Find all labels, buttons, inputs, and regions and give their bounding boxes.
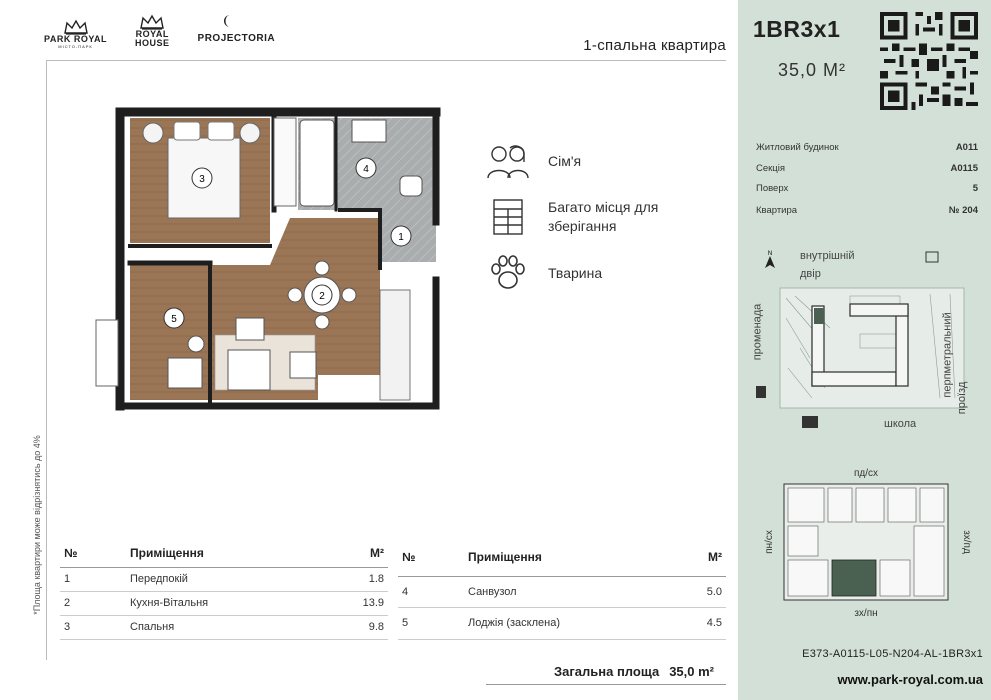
family-icon [486, 140, 530, 182]
svg-text:N: N [767, 251, 773, 257]
frame-left-line [46, 60, 47, 660]
logo-bar [44, 14, 275, 49]
prop-building [756, 142, 978, 153]
svg-text:5: 5 [171, 314, 177, 325]
map-label-courtyard-1: внутрішній [800, 250, 855, 262]
map-label-passage-2: проїзд [956, 381, 969, 415]
chair-2 [315, 315, 329, 329]
total-area-label: Загальна площа [553, 664, 660, 679]
header-num: № [398, 540, 464, 576]
chair-1 [315, 261, 329, 275]
prop-section [756, 163, 978, 174]
total-underline [486, 684, 726, 685]
feature-pet-label: Тварина [548, 264, 603, 281]
feature-family [486, 140, 726, 182]
row-room: Лоджія (засклена) [464, 608, 676, 640]
loggia-table [188, 336, 204, 352]
room-number-4 [356, 158, 376, 178]
tv-stand [236, 318, 264, 340]
rooms-table-right [398, 540, 726, 640]
prop-value: А011 [955, 142, 978, 153]
chair-4 [342, 288, 356, 302]
svg-text:1: 1 [398, 232, 404, 243]
projectoria-text: PROJECTORIA [197, 33, 276, 45]
map-label-courtyard-2: двір [800, 268, 821, 280]
floor-plan [90, 100, 450, 415]
loggia-chair [168, 358, 202, 388]
prop-apartment [756, 205, 978, 216]
table-row [60, 592, 388, 616]
table-row [60, 616, 388, 640]
svg-text:2: 2 [319, 291, 325, 302]
total-area [554, 664, 714, 679]
table-header [398, 540, 726, 576]
map-label-passage-1: перпметральний [941, 312, 954, 398]
map-label-school: школа [884, 418, 917, 430]
window-label-2: ЗХ/ПН [120, 206, 126, 224]
row-room: Передпокій [126, 568, 321, 592]
prop-label: Секція [756, 163, 785, 174]
window-label-3: ЗХ/ПН [120, 286, 126, 304]
projectoria-logo [198, 34, 276, 45]
row-area: 13.9 [321, 592, 388, 616]
kitchen-counter [380, 290, 410, 400]
floor-label-left: пн/сх [764, 530, 775, 554]
row-num: 5 [398, 608, 464, 640]
svg-text:4: 4 [363, 164, 369, 175]
feature-storage-label: Багато місця для зберігання [548, 199, 659, 234]
feature-family-label: Сім'я [548, 152, 582, 169]
armchair [290, 352, 316, 378]
nightstand-left [143, 123, 163, 143]
park-royal-subtext: МІСТО-ПАРК [58, 43, 93, 49]
balcony-rail [96, 320, 118, 386]
total-area-value: 35,0 m² [669, 664, 714, 679]
header-num: № [60, 540, 126, 568]
header-area: М² [321, 540, 388, 568]
rooms-table-section [60, 540, 726, 640]
floor-label-right: зх/пд [961, 530, 972, 554]
chair-3 [288, 288, 302, 302]
table-row [398, 576, 726, 608]
info-panel [738, 0, 991, 700]
feature-pet [486, 252, 726, 294]
bathtub [300, 120, 334, 206]
moon-icon [222, 14, 234, 28]
prop-value: № 204 [948, 205, 978, 216]
park-royal-logo [44, 19, 107, 49]
apartment-area: 35,0 M² [778, 60, 847, 80]
floor-label-top: пд/сх [853, 468, 879, 479]
map-label-promenade: променада [751, 303, 764, 361]
row-area: 5.0 [676, 576, 726, 608]
nightstand-right [240, 123, 260, 143]
toilet [400, 176, 422, 196]
row-num: 2 [60, 592, 126, 616]
row-num: 4 [398, 576, 464, 608]
row-area: 1.8 [321, 568, 388, 592]
table-row [398, 608, 726, 640]
room-number-5 [164, 308, 184, 328]
row-room: Кухня-Вітальня [126, 592, 321, 616]
school-icon [802, 416, 818, 428]
royal-house-text-1: ROYAL [135, 29, 169, 39]
royal-house-text-2: HOUSE [135, 38, 170, 49]
row-room: Санвузол [464, 576, 676, 608]
apartment-type-title: 1-спальна квартира [583, 37, 726, 54]
tree-icon [756, 386, 766, 398]
prop-label: Квартира [756, 205, 798, 216]
floor-section-map [750, 462, 982, 622]
window-label-1: ЗХ/ПН [120, 151, 126, 169]
crown-icon [63, 19, 89, 35]
apartment-code: 1BR3x1 [753, 16, 841, 42]
room-number-2 [312, 285, 332, 305]
rooms-table-left [60, 540, 388, 640]
park-royal-text: PARK ROYAL [44, 34, 108, 45]
playground-icon [926, 252, 938, 262]
window-label-4: ЗХ/ПН [120, 346, 126, 364]
apartment-highlight [832, 560, 876, 596]
section-highlight [814, 308, 824, 324]
pillow-right [208, 122, 234, 140]
svg-text:3: 3 [199, 174, 205, 185]
row-num: 1 [60, 568, 126, 592]
crown-icon [139, 14, 165, 30]
prop-label: Житловий будинок [756, 142, 839, 153]
pillow-left [174, 122, 200, 140]
royal-house-logo [135, 14, 170, 49]
row-area: 4.5 [676, 608, 726, 640]
compass-icon [765, 251, 775, 268]
paw-icon [486, 252, 530, 294]
room-number-1 [391, 226, 411, 246]
qr-code-icon[interactable] [880, 12, 978, 110]
table-header [60, 540, 388, 568]
features-list [486, 140, 726, 308]
website-link[interactable]: www.park-royal.com.ua [837, 672, 983, 687]
room-number-3 [192, 168, 212, 188]
header-room: Приміщення [464, 540, 676, 576]
header-room: Приміщення [126, 540, 321, 568]
header-area: М² [676, 540, 726, 576]
wardrobe [274, 118, 296, 206]
frame-top-line [46, 60, 726, 61]
sink [352, 120, 386, 142]
sofa [228, 350, 270, 390]
prop-value: 5 [972, 183, 978, 194]
area-disclaimer: *Площа квартири може відрізнятись до 4% [32, 435, 42, 615]
row-room: Спальня [126, 616, 321, 640]
storage-icon [486, 196, 530, 238]
prop-floor [756, 183, 978, 194]
prop-value: А0115 [950, 163, 978, 174]
prop-label: Поверх [756, 183, 789, 194]
document-id: E373-A0115-L05-N204-AL-1BR3x1 [802, 648, 983, 660]
row-num: 3 [60, 616, 126, 640]
row-area: 9.8 [321, 616, 388, 640]
floor-label-bottom: зх/пн [854, 608, 878, 619]
feature-storage [486, 196, 726, 238]
table-row [60, 568, 388, 592]
